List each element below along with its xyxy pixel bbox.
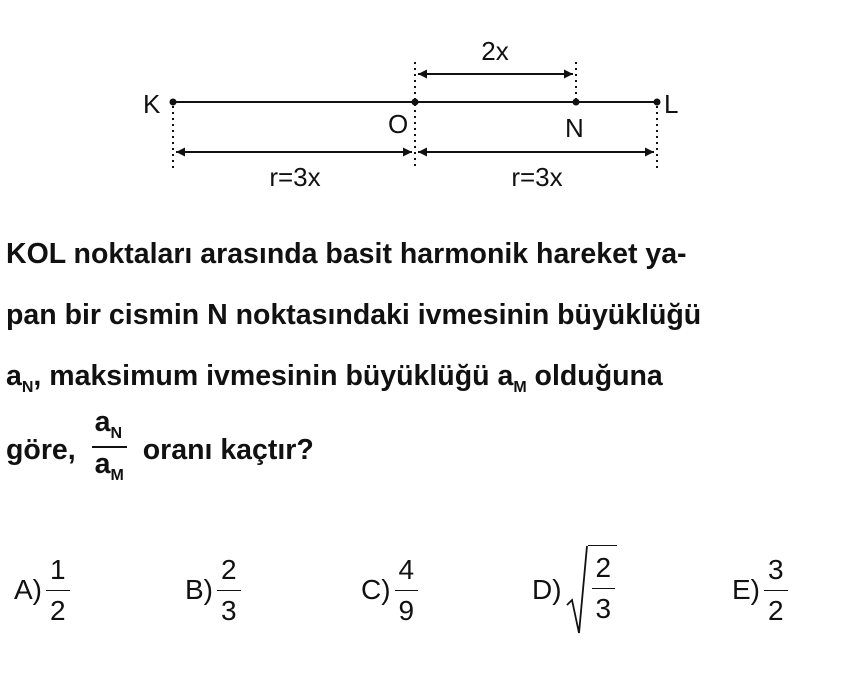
option-d-fraction bbox=[592, 554, 616, 623]
point-k bbox=[170, 99, 177, 106]
numerator-subscript: N bbox=[110, 425, 123, 442]
option-d[interactable] bbox=[532, 540, 617, 640]
option-e-fraction bbox=[764, 553, 788, 626]
option-c-label: C) bbox=[361, 574, 391, 605]
option-b-fraction bbox=[217, 553, 241, 626]
label-n: N bbox=[565, 113, 584, 143]
question-line-3-end: olduğuna bbox=[526, 360, 663, 392]
denominator-symbol: a bbox=[94, 447, 111, 480]
option-b-label: B) bbox=[185, 574, 213, 605]
question-line-3 bbox=[6, 346, 826, 418]
option-e-denominator: 2 bbox=[768, 594, 784, 626]
label-o: O bbox=[388, 109, 409, 139]
option-a[interactable] bbox=[14, 540, 70, 640]
option-a-label: A) bbox=[14, 574, 42, 605]
option-c-numerator: 4 bbox=[395, 556, 419, 591]
option-a-denominator: 2 bbox=[50, 594, 66, 626]
question-text bbox=[6, 224, 826, 485]
question-line-4-end: oranı kaçtır? bbox=[142, 433, 314, 466]
question-line-4-start: göre, bbox=[6, 433, 76, 466]
kol-diagram bbox=[0, 0, 860, 200]
dimension-label-left: r=3x bbox=[269, 162, 321, 192]
denominator-subscript: M bbox=[110, 466, 124, 484]
option-c-denominator: 9 bbox=[398, 594, 415, 626]
answer-options bbox=[0, 540, 860, 640]
option-d-label: D) bbox=[532, 574, 562, 605]
dimension-label-top: 2x bbox=[481, 36, 509, 66]
dimension-label-right: r=3x bbox=[511, 162, 563, 192]
option-c[interactable] bbox=[361, 540, 418, 640]
label-k: K bbox=[143, 89, 161, 119]
option-d-square-root bbox=[566, 545, 618, 635]
option-e[interactable] bbox=[732, 540, 788, 640]
label-l: L bbox=[664, 89, 679, 119]
point-l bbox=[654, 99, 661, 106]
option-d-numerator: 2 bbox=[592, 554, 616, 589]
option-d-denominator: 3 bbox=[595, 593, 612, 624]
option-b[interactable] bbox=[185, 540, 241, 640]
question-line-2: pan bir cismin N noktasındaki ivmesinin büyüklüğü bbox=[6, 299, 702, 331]
subscript-n: N bbox=[21, 379, 34, 396]
question-line-3-middle: , maksimum ivmesinin büyüklüğü a bbox=[33, 360, 514, 392]
option-e-numerator: 3 bbox=[764, 556, 788, 591]
option-c-fraction bbox=[395, 553, 419, 626]
question-line-1: KOL noktaları arasında basit harmonik hareket ya- bbox=[6, 238, 687, 270]
question-line-4 bbox=[6, 406, 826, 485]
subscript-m: M bbox=[513, 379, 527, 396]
option-e-label: E) bbox=[732, 574, 760, 605]
ratio-fraction bbox=[92, 408, 127, 485]
fraction-numerator bbox=[92, 408, 127, 448]
option-b-denominator: 3 bbox=[221, 594, 237, 626]
numerator-symbol: a bbox=[94, 406, 111, 438]
option-d-radicand bbox=[588, 545, 618, 635]
symbol-a: a bbox=[6, 360, 22, 392]
square-root-icon bbox=[566, 545, 588, 635]
option-a-numerator: 1 bbox=[46, 556, 70, 591]
option-b-numerator: 2 bbox=[217, 556, 241, 591]
fraction-denominator bbox=[92, 448, 127, 485]
option-a-fraction bbox=[46, 553, 70, 626]
